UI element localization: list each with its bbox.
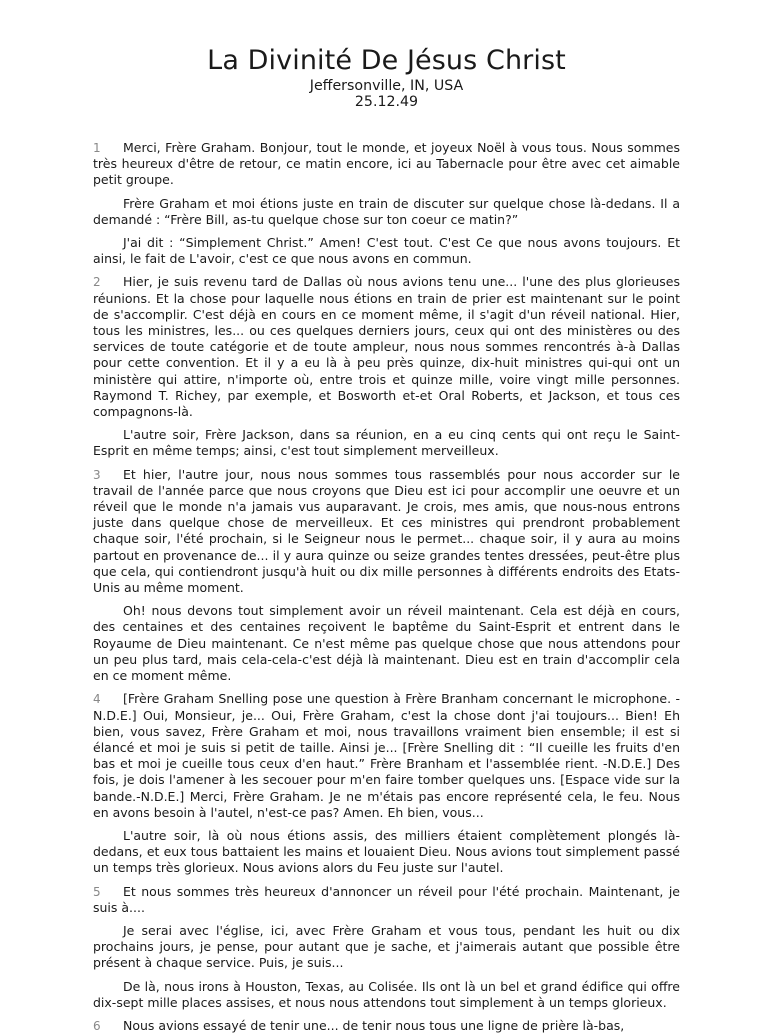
paragraph-text: Oh! nous devons tout simplement avoir un réveil maintenant. Cela est déjà en cours, des centaines et des centaines reçoivent le baptême du Saint-Esprit et entrent dans le Royaume de Dieu maintenant. Ce n'est même pas quelque chose que nous attendons pour un peu plus tard, mais cela-cela-c'est déjà là maintenant. Dieu est en train d'accomplir cela en ce moment même. — [93, 603, 680, 684]
paragraph — [93, 1018, 680, 1034]
paragraph-number: 3 — [93, 467, 101, 482]
paragraph — [93, 979, 680, 1011]
paragraph-text: Je serai avec l'église, ici, avec Frère Graham et vous tous, pendant les huit ou dix prochains jours, je pense, pour autant que je sache, et j'aimerais autant que possible être présent à chaque service. Puis, je suis... — [93, 922, 680, 971]
paragraph-text: Frère Graham et moi étions juste en train de discuter sur quelque chose là-dedans. Il a demandé : “Frère Bill, as-tu quelque chose sur ton coeur ce matin?” — [93, 195, 680, 227]
paragraph-text: Hier, je suis revenu tard de Dallas où nous avions tenu une... l'une des plus glorieuses réunions. Et la chose pour laquelle nous étions en train de prier est maintenant sur le point de s'accomplir. C'est déjà en cours en ce moment même, il s'agit d'un réveil national. Hier, tous les ministres, les... ou ces quelques derniers jours, ceux qui ont des ministères ou des services de toute catégorie et de toute ampleur, nous nous sommes rencontrés à-à Dallas pour cette convention. Et il y a eu là à peu près quinze, dix-huit ministres qui-qui ont un ministère qui attire, n'importe où, entre trois et quinze mille, voire vingt mille personnes. Raymond T. Richey, par exemple, et Bosworth et-et Oral Roberts, et Jackson, et tous ces compagnons-là. — [93, 274, 680, 420]
paragraph-number: 5 — [93, 884, 101, 899]
paragraph-text: L'autre soir, là où nous étions assis, des milliers étaient complètement plongés là-dedans, et eux tous battaient les mains et louaient Dieu. Nous avions tout simplement passé un temps très glorieux. Nous avions alors du Feu juste sur l'autel. — [93, 827, 680, 876]
paragraph-text: Merci, Frère Graham. Bonjour, tout le monde, et joyeux Noël à vous tous. Nous sommes très heureux d'être de retour, ce matin encore, ici au Tabernacle pour être avec cet aimable petit groupe. — [93, 140, 680, 188]
document-body — [93, 140, 680, 1034]
paragraph-text: J'ai dit : “Simplement Christ.” Amen! C'est tout. C'est Ce que nous avons toujours. Et ainsi, le fait de L'avoir, c'est ce que nous avons en commun. — [93, 235, 680, 267]
paragraph-text: L'autre soir, Frère Jackson, dans sa réunion, en a eu cinq cents qui ont reçu le Saint-Esprit en même temps; ainsi, c'est tout simplement merveilleux. — [93, 427, 680, 459]
paragraph — [93, 603, 680, 684]
paragraph-text: Et nous sommes très heureux d'annoncer un réveil pour l'été prochain. Maintenant, je suis à.... — [93, 883, 680, 915]
sermon-date: 25.12.49 — [354, 94, 419, 110]
paragraph-text: Nous avions essayé de tenir une... de tenir nous tous une ligne de prière là-bas, — [123, 1017, 625, 1033]
sermon-location: Jeffersonville, IN, USA — [309, 78, 464, 94]
paragraph — [93, 884, 680, 916]
page-title: La Divinité De Jésus Christ — [207, 45, 566, 76]
paragraph — [93, 691, 680, 821]
paragraph-number: 2 — [93, 275, 101, 290]
paragraph — [93, 467, 680, 597]
paragraph — [93, 828, 680, 877]
paragraph-text: De là, nous irons à Houston, Texas, au Colisée. Ils ont là un bel et grand édifice qui offre dix-sept mille places assises, et nous nous attendons tout simplement à un temps glorieux. — [93, 978, 680, 1010]
paragraph-text: Et hier, l'autre jour, nous nous sommes tous rassemblés pour nous accorder sur le travail de l'année parce que nous croyons que Dieu est ici pour accomplir une oeuvre et un réveil que le monde n'a jamais vus auparavant. Je crois, mes amis, que nous-nous entrons juste dans quelque chose de merveilleux. Et ces ministres qui prendront probablement chaque soir, l'été prochain, si le Seigneur nous le permet... chaque soir, il y aura au moins partout en provenance de... il y aura quinze ou seize grandes tentes dressées, peut-être plus que cela, qui contiendront jusqu'à huit ou dix mille personnes à différents endroits des Etats-Unis au même moment. — [93, 466, 680, 596]
paragraph — [93, 196, 680, 228]
paragraph — [93, 235, 680, 267]
paragraph — [93, 274, 680, 420]
paragraph-number: 4 — [93, 692, 101, 707]
paragraph — [93, 923, 680, 972]
paragraph-number: 6 — [93, 1018, 101, 1033]
paragraph-number: 1 — [93, 141, 101, 155]
paragraph-text: [Frère Graham Snelling pose une question à Frère Branham concernant le microphone. -N.D.E.] Oui, Monsieur, je... Oui, Frère Graham, c'est la chose dont j'ai toujours... Bien! Eh bien, vous savez, Frère Graham et moi, nous travaillons vraiment bien ensemble; il est si élancé et moi je suis si petit de taille. Ainsi je... [Frère Snelling dit : “Il cueille les fruits d'en bas et moi je cueille tous ceux d'en haut.” Frère Branham et l'assemblée rient. -N.D.E.] Des fois, je dois l'amener à les secouer pour m'en faire tomber quelques uns. [Espace vide sur la bande.-N.D.E.] Merci, Frère Graham. Je ne m'étais pas encore représenté cela, le feu. Nous en avons besoin à l'autel, n'est-ce pas? Amen. Eh bien, vous... — [93, 691, 680, 820]
paragraph — [93, 140, 680, 189]
paragraph — [93, 427, 680, 459]
